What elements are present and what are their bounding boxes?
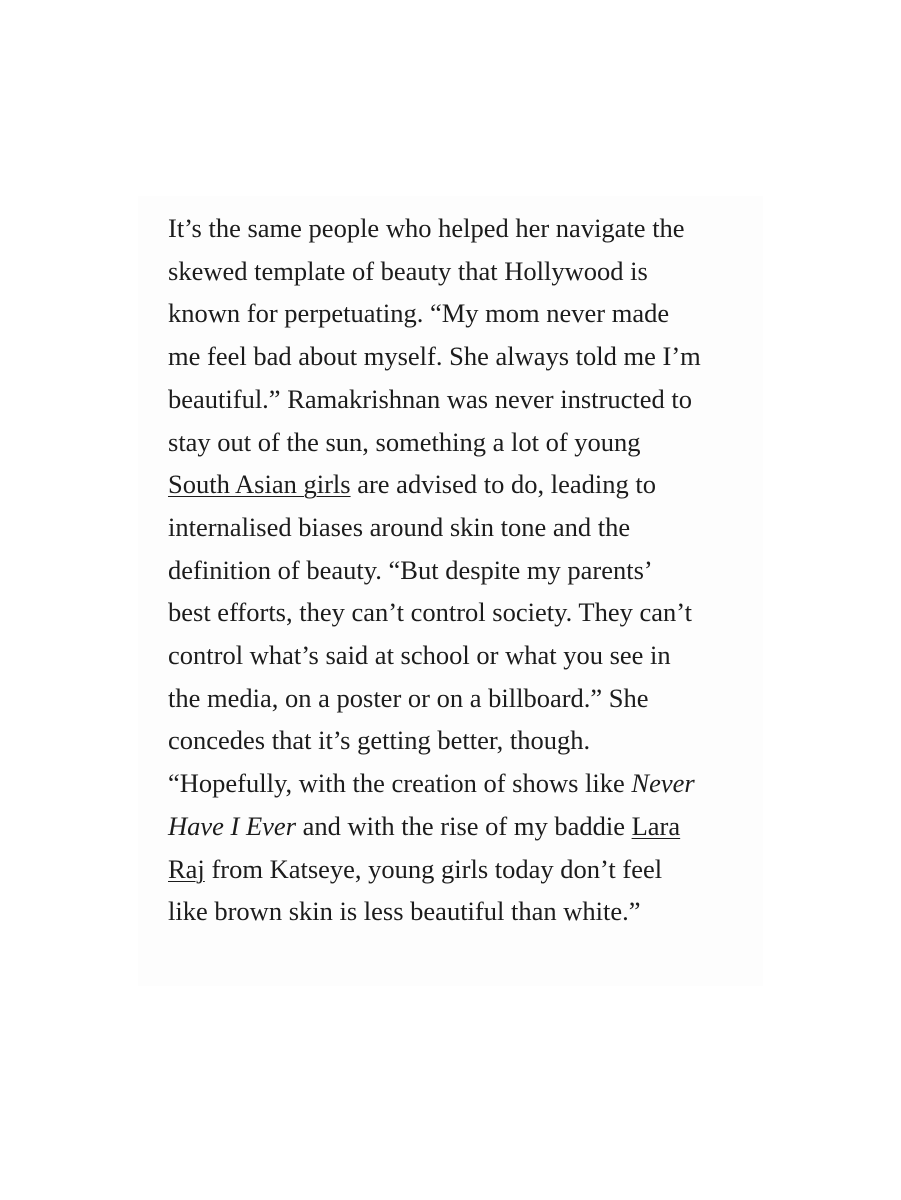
line-14-text: “Hopefully, with the creation of shows like (168, 768, 632, 799)
paragraph-line-12: the media, on a poster or on a billboard.” She (168, 682, 649, 713)
paragraph-line-17: like brown skin is less beautiful than white.” (168, 896, 641, 927)
paragraph-line-2: skewed template of beauty that Hollywood is (168, 255, 648, 286)
article-paragraph (168, 207, 768, 933)
paragraph-line-1: It’s the same people who helped her navigate the (168, 213, 685, 243)
paragraph-line-4: me feel bad about myself. She always told me I’m (168, 341, 701, 372)
paragraph-line-6: stay out of the sun, something a lot of young (168, 426, 641, 457)
paragraph-line-3: known for perpetuating. “My mom never made (168, 298, 670, 329)
paragraph-line-16 (168, 848, 768, 891)
line-15-text: and with the rise of my baddie (296, 810, 632, 841)
show-title-part-1: Never (631, 768, 695, 799)
paragraph-line-8: internalised biases around skin tone and the (168, 511, 631, 542)
lara-raj-link-part-1[interactable]: Lara (631, 810, 681, 841)
line-16-text: from Katseye, young girls today don’t feel (204, 853, 663, 884)
line-7-text: are advised to do, leading to (350, 469, 656, 500)
paragraph-line-9: definition of beauty. “But despite my parents’ (168, 554, 653, 585)
paragraph-line-15 (168, 805, 768, 848)
paragraph-line-11: control what’s said at school or what you see in (168, 640, 671, 671)
lara-raj-link-part-2[interactable]: Raj (168, 853, 205, 884)
south-asian-girls-link[interactable]: South Asian girls (168, 469, 351, 500)
paragraph-line-14 (168, 762, 768, 805)
paragraph-line-5: beautiful.” Ramakrishnan was never instructed to (168, 383, 692, 414)
paragraph-line-7 (168, 463, 768, 506)
paragraph-line-10: best efforts, they can’t control society. They can’t (168, 597, 692, 628)
paragraph-line-13: concedes that it’s getting better, though. (168, 725, 591, 756)
show-title-part-2: Have I Ever (168, 810, 297, 841)
